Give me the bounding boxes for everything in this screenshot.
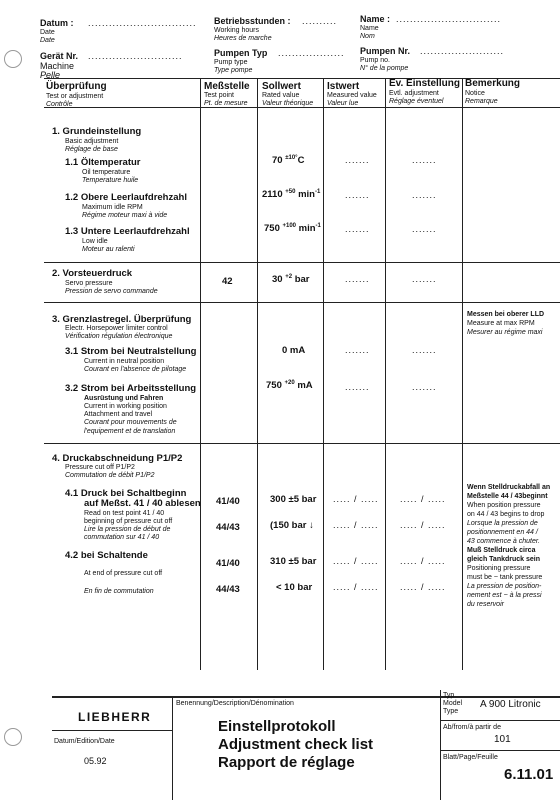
geraet-label: Gerät Nr. xyxy=(40,51,79,61)
document-title-en: Adjustment check list xyxy=(218,736,374,753)
name-en: Name xyxy=(360,25,379,32)
type-label: Typ xyxy=(443,692,455,699)
model-value: A 900 Litronic xyxy=(480,699,541,710)
note-line: Lorsque la pression de xyxy=(467,520,538,527)
adjust-field[interactable]: ....... xyxy=(412,382,437,392)
note-line: must be ~ tank pressure xyxy=(467,574,543,581)
col-header-adjust-fr: Réglage éventuel xyxy=(389,98,444,105)
adjust-field[interactable]: ....... xyxy=(412,155,437,165)
item-fr: En fin de commutation xyxy=(84,588,154,595)
measured-field[interactable]: ....... xyxy=(345,224,370,234)
type-label: Type xyxy=(443,708,459,715)
from-value: 101 xyxy=(494,734,511,745)
adjust-field[interactable]: ....... xyxy=(412,190,437,200)
rated-value: 750 $^{+20}$ mA xyxy=(266,380,313,392)
section-title: 3. Grenzlastregel. Überprüfung xyxy=(52,314,192,325)
test-point: 41/40 xyxy=(216,558,240,569)
date-value: 05.92 xyxy=(84,756,107,766)
pump-type-label: Pumpen Typ xyxy=(214,48,268,58)
note-line: positionnement en 44 / xyxy=(467,529,538,536)
col-header-adjust: Ev. Einstellung xyxy=(389,78,460,89)
col-header-test-fr: Contrôle xyxy=(46,101,73,108)
item-title: auf Meßst. 41 / 40 ablesen xyxy=(84,498,201,509)
note-line: du reservoir xyxy=(467,601,504,608)
section-fr: Réglage de base xyxy=(65,146,118,153)
item-fr: Temperature huile xyxy=(82,177,139,184)
item-fr: l'equipement et de translation xyxy=(84,428,176,435)
document-title-de: Einstellprotokoll xyxy=(218,718,336,735)
datum-en: Date xyxy=(40,29,55,36)
col-header-notice-en: Notice xyxy=(465,90,485,97)
item-title: 3.2 Strom bei Arbeitsstellung xyxy=(65,383,197,394)
rated-value: 310 ±5 bar xyxy=(270,556,317,567)
col-header-point-en: Test point xyxy=(204,92,234,99)
description-label: Benennung/Description/Dénomination xyxy=(176,700,294,707)
test-point: 44/43 xyxy=(216,522,240,533)
item-en: Attachment and travel xyxy=(84,411,153,418)
measured-field[interactable]: ..... / ..... xyxy=(333,520,379,530)
note-line: Wenn Stelldruckabfall an xyxy=(467,484,551,491)
item-title: 1.1 Öltemperatur xyxy=(65,157,141,168)
col-header-measured-en: Measured value xyxy=(327,92,377,99)
punch-hole xyxy=(4,50,22,68)
adjust-field[interactable]: ..... / ..... xyxy=(400,494,446,504)
note-line: on 44 / 43 begins to drop xyxy=(467,511,545,518)
test-point: 41/40 xyxy=(216,496,240,507)
measured-field[interactable]: ....... xyxy=(345,382,370,392)
note-line: La pression de position- xyxy=(467,583,542,590)
measured-field[interactable]: ....... xyxy=(345,155,370,165)
adjust-field[interactable]: ..... / ..... xyxy=(400,556,446,566)
section-fr: Commutation de débit P1/P2 xyxy=(65,472,155,479)
note-line: 43 commence à chuter. xyxy=(467,538,540,545)
adjust-field[interactable]: ..... / ..... xyxy=(400,582,446,592)
item-fr: commutation sur 41 / 40 xyxy=(84,534,160,541)
date-label: Datum/Edition/Date xyxy=(54,738,115,745)
pump-no-en: Pump no. xyxy=(360,57,390,64)
name-field[interactable]: .............................. xyxy=(396,14,502,24)
pump-no-fr: N° de la pompe xyxy=(360,65,409,72)
note-line: Measure at max RPM xyxy=(467,320,535,327)
page-label: Blatt/Page/Feuille xyxy=(443,754,498,761)
section-en: Servo pressure xyxy=(65,280,113,287)
rated-value: 300 ±5 bar xyxy=(270,494,317,505)
item-title: 3.1 Strom bei Neutralstellung xyxy=(65,346,197,357)
item-title: 1.3 Untere Leerlaufdrehzahl xyxy=(65,226,190,237)
section-fr: Vérification régulation électronique xyxy=(65,333,173,340)
rated-value: < 10 bar xyxy=(276,582,313,593)
note-line: Mesurer au régime maxi xyxy=(467,329,543,336)
geraet-en: Machine xyxy=(40,61,75,71)
item-en: At end of pressure cut off xyxy=(84,570,163,577)
col-header-rated: Sollwert xyxy=(262,81,301,92)
hours-en: Working hours xyxy=(214,27,260,34)
hours-field[interactable]: .......... xyxy=(302,16,338,26)
item-en: Oil temperature xyxy=(82,169,131,176)
measured-field[interactable]: ..... / ..... xyxy=(333,582,379,592)
measured-field[interactable]: ....... xyxy=(345,190,370,200)
hours-fr: Heures de marche xyxy=(214,35,272,42)
col-header-point: Meßstelle xyxy=(204,81,250,92)
col-header-notice-fr: Remarque xyxy=(465,98,498,105)
adjust-field[interactable]: ....... xyxy=(412,345,437,355)
col-header-rated-en: Rated value xyxy=(262,92,300,99)
item-fr: Courant pour mouvements de xyxy=(84,419,177,426)
from-label: Ab/from/à partir de xyxy=(443,724,501,731)
datum-fr: Date xyxy=(40,37,55,44)
section-fr: Pression de servo commande xyxy=(65,288,158,295)
page-value: 6.11.01 xyxy=(504,766,554,783)
measured-field[interactable]: ..... / ..... xyxy=(333,556,379,566)
item-en: beginning of pressure cut off xyxy=(84,518,173,525)
col-header-adjust-en: Evtl. adjustment xyxy=(389,90,439,97)
adjust-field[interactable]: ....... xyxy=(412,274,437,284)
measured-field[interactable]: ....... xyxy=(345,274,370,284)
note-line: Messen bei oberer LLD xyxy=(467,311,545,318)
item-fr: Moteur au ralenti xyxy=(82,246,135,253)
rated-value: 70 $^{\pm 10^\circ}$C xyxy=(272,155,305,167)
note-line: When position pressure xyxy=(467,502,541,509)
note-line: gleich Tankdruck sein xyxy=(467,556,541,563)
col-header-measured: Istwert xyxy=(327,81,360,92)
item-en: Current in working position xyxy=(84,403,167,410)
type-label: Model xyxy=(443,700,463,707)
test-point: 42 xyxy=(222,276,233,287)
section-en: Basic adjustment xyxy=(65,138,119,145)
measured-field[interactable]: ..... / ..... xyxy=(333,494,379,504)
brand-logo: LIEBHERR xyxy=(78,710,152,724)
item-fr: Régime moteur maxi à vide xyxy=(82,212,168,219)
test-point: 44/43 xyxy=(216,584,240,595)
col-header-rated-fr: Valeur théorique xyxy=(262,100,314,107)
pump-type-field[interactable]: ................... xyxy=(278,48,345,58)
rated-value: (150 bar ↓ xyxy=(270,520,314,531)
punch-hole xyxy=(4,728,22,746)
section-title: 2. Vorsteuerdruck xyxy=(52,268,133,279)
section-en: Pressure cut off P1/P2 xyxy=(65,464,135,471)
name-fr: Nom xyxy=(360,33,375,40)
note-line: Muß Stelldruck circa xyxy=(467,547,536,554)
rated-value: 0 mA xyxy=(282,345,306,356)
geraet-field[interactable]: ........................... xyxy=(88,51,183,61)
item-title: 4.2 bei Schaltende xyxy=(65,550,148,561)
section-title: 1. Grundeinstellung xyxy=(52,126,142,137)
measured-field[interactable]: ....... xyxy=(345,345,370,355)
item-fr: Courant en l'absence de pilotage xyxy=(84,366,187,373)
note-line: Meßstelle 44 / 43beginnt xyxy=(467,493,548,500)
note-line: nement est ~ à la pressi xyxy=(467,592,542,599)
item-en: Read on test point 41 / 40 xyxy=(84,510,165,517)
item-en: Low idle xyxy=(82,238,108,245)
rated-value: 30 $^{+2}$ bar xyxy=(272,274,310,286)
adjust-field[interactable]: ..... / ..... xyxy=(400,520,446,530)
item-title: 4.1 Druck bei Schaltbeginn xyxy=(65,488,187,499)
item-en: Current in neutral position xyxy=(84,358,165,365)
pump-no-field[interactable]: ........................ xyxy=(420,46,505,56)
col-header-test-en: Test or adjustment xyxy=(46,93,104,100)
datum-field[interactable]: ............................... xyxy=(88,18,197,28)
pump-type-fr: Type pompe xyxy=(214,67,253,74)
col-header-measured-fr: Valeur lue xyxy=(327,100,359,107)
hours-label: Betriebsstunden : xyxy=(214,16,291,26)
col-header-test: Überprüfung xyxy=(46,81,107,92)
adjust-field[interactable]: ....... xyxy=(412,224,437,234)
name-label: Name : xyxy=(360,14,391,24)
col-header-point-fr: Pt. de mesure xyxy=(204,100,248,107)
geraet-fr: Pelle xyxy=(40,70,61,80)
datum-label: Datum : xyxy=(40,18,74,28)
item-fr: Lire la pression de début de xyxy=(84,526,171,533)
item-title: 1.2 Obere Leerlaufdrehzahl xyxy=(65,192,187,203)
pump-type-en: Pump type xyxy=(214,59,248,66)
pump-no-label: Pumpen Nr. xyxy=(360,46,411,56)
rated-value: 750 $^{+100}$ $\min^{-1}$ xyxy=(264,223,321,235)
col-header-notice: Bemerkung xyxy=(465,78,521,89)
item-en: Maximum idle RPM xyxy=(82,204,143,211)
document-title-fr: Rapport de réglage xyxy=(218,754,355,771)
rated-value: 2110 $^{+50}$ $\min^{-1}$ xyxy=(262,189,321,201)
item-sub: Ausrüstung und Fahren xyxy=(84,395,164,402)
section-title: 4. Druckabschneidung P1/P2 xyxy=(52,453,183,464)
note-line: Positioning pressure xyxy=(467,565,531,572)
section-en: Electr. Horsepower limiter control xyxy=(65,325,168,332)
